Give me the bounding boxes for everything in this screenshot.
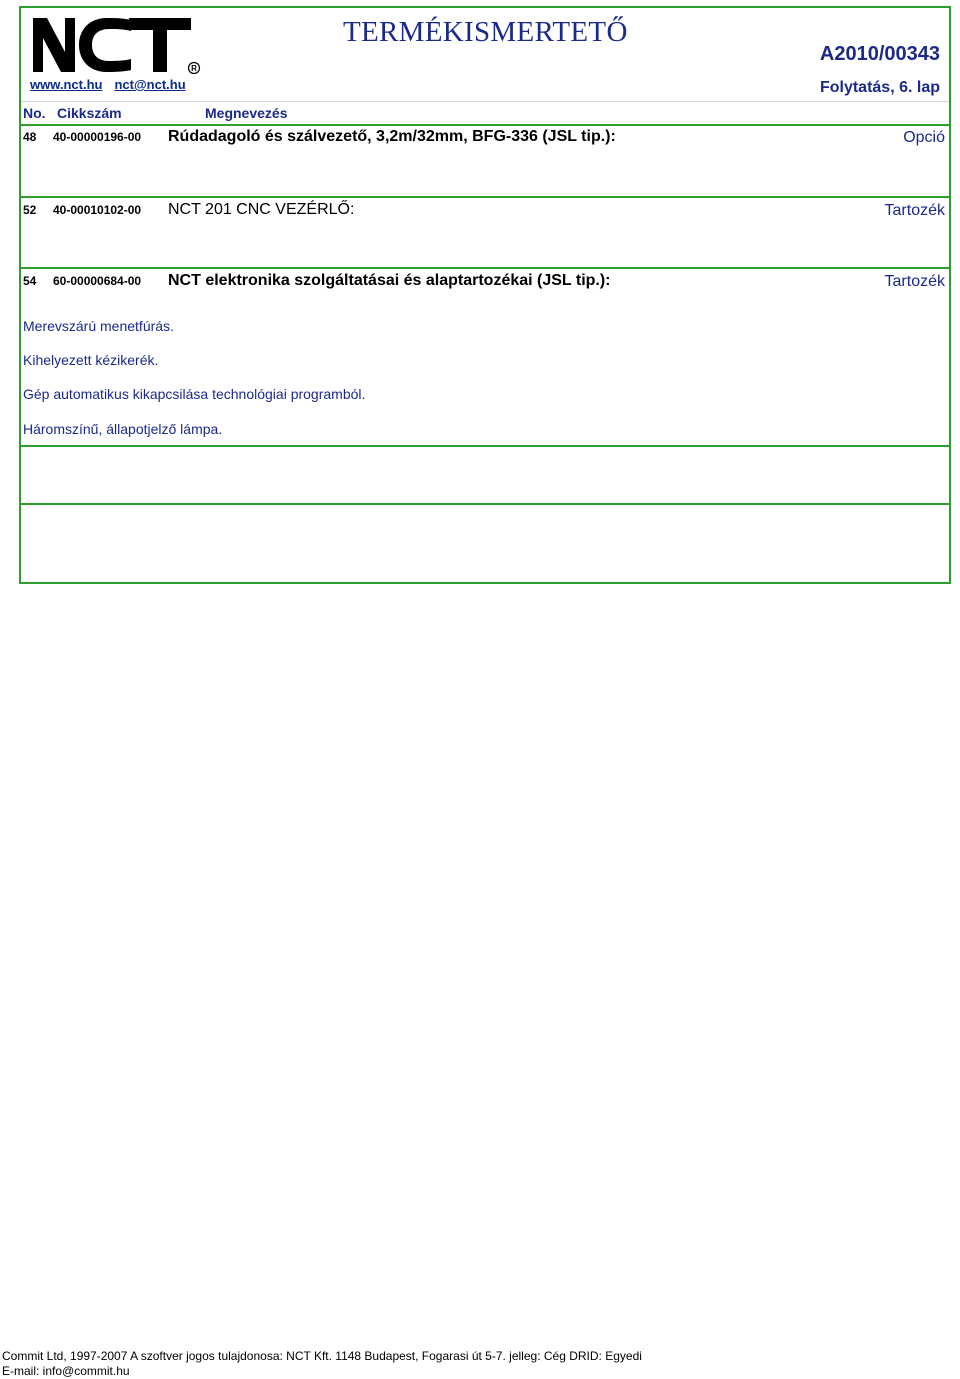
item-name: Rúdadagoló és szálvezető, 3,2m/32mm, BFG-336 (JSL tip.):: [168, 128, 616, 145]
item-code: 40-00010102-00: [53, 203, 142, 217]
column-header-row: [21, 104, 949, 124]
description-line: Kihelyezett kézikerék.: [23, 352, 159, 368]
page-footer: [2, 1349, 642, 1379]
item-tag: Tartozék: [884, 202, 945, 219]
item-code: 60-00000684-00: [53, 274, 142, 288]
column-header-no: No.: [23, 105, 46, 121]
item-number: 54: [23, 274, 37, 288]
contact-links: [30, 77, 198, 92]
column-header-name: Megnevezés: [205, 105, 288, 121]
website-link[interactable]: www.nct.hu: [30, 77, 103, 92]
column-header-divider: [21, 124, 949, 126]
item-number: 52: [23, 203, 37, 217]
document-title: TERMÉKISMERTETŐ: [343, 16, 628, 48]
row-divider: [21, 267, 949, 269]
document-header: [21, 8, 949, 103]
document-frame: [19, 6, 951, 584]
item-tag: Tartozék: [884, 273, 945, 290]
item-number: 48: [23, 130, 37, 144]
item-name: NCT elektronika szolgáltatásai és alaptartozékai (JSL tip.):: [168, 272, 611, 289]
nct-logo: [31, 16, 201, 76]
header-divider: [21, 101, 949, 102]
item-tag: Opció: [903, 129, 945, 146]
column-header-code: Cikkszám: [57, 105, 122, 121]
email-link[interactable]: nct@nct.hu: [114, 77, 186, 92]
svg-text:R: R: [191, 64, 197, 73]
row-divider: [21, 503, 949, 505]
description-line: Háromszínű, állapotjelző lámpa.: [23, 421, 223, 437]
row-divider: [21, 445, 949, 447]
item-code: 40-00000196-00: [53, 130, 142, 144]
description-line: Merevszárú menetfúrás.: [23, 318, 174, 334]
footer-email: E-mail: info@commit.hu: [2, 1364, 130, 1378]
document-number: A2010/00343: [819, 43, 940, 65]
page-indicator: Folytatás, 6. lap: [819, 79, 940, 96]
description-line: Gép automatikus kikapcsilása technológiai programból.: [23, 386, 366, 402]
item-name: NCT 201 CNC VEZÉRLŐ:: [168, 201, 355, 218]
row-divider: [21, 196, 949, 198]
footer-copyright: Commit Ltd, 1997-2007 A szoftver jogos tulajdonosa: NCT Kft. 1148 Budapest, Fogarasi út 5-7. jelleg: Cég DRID: Egyedi: [2, 1349, 642, 1363]
